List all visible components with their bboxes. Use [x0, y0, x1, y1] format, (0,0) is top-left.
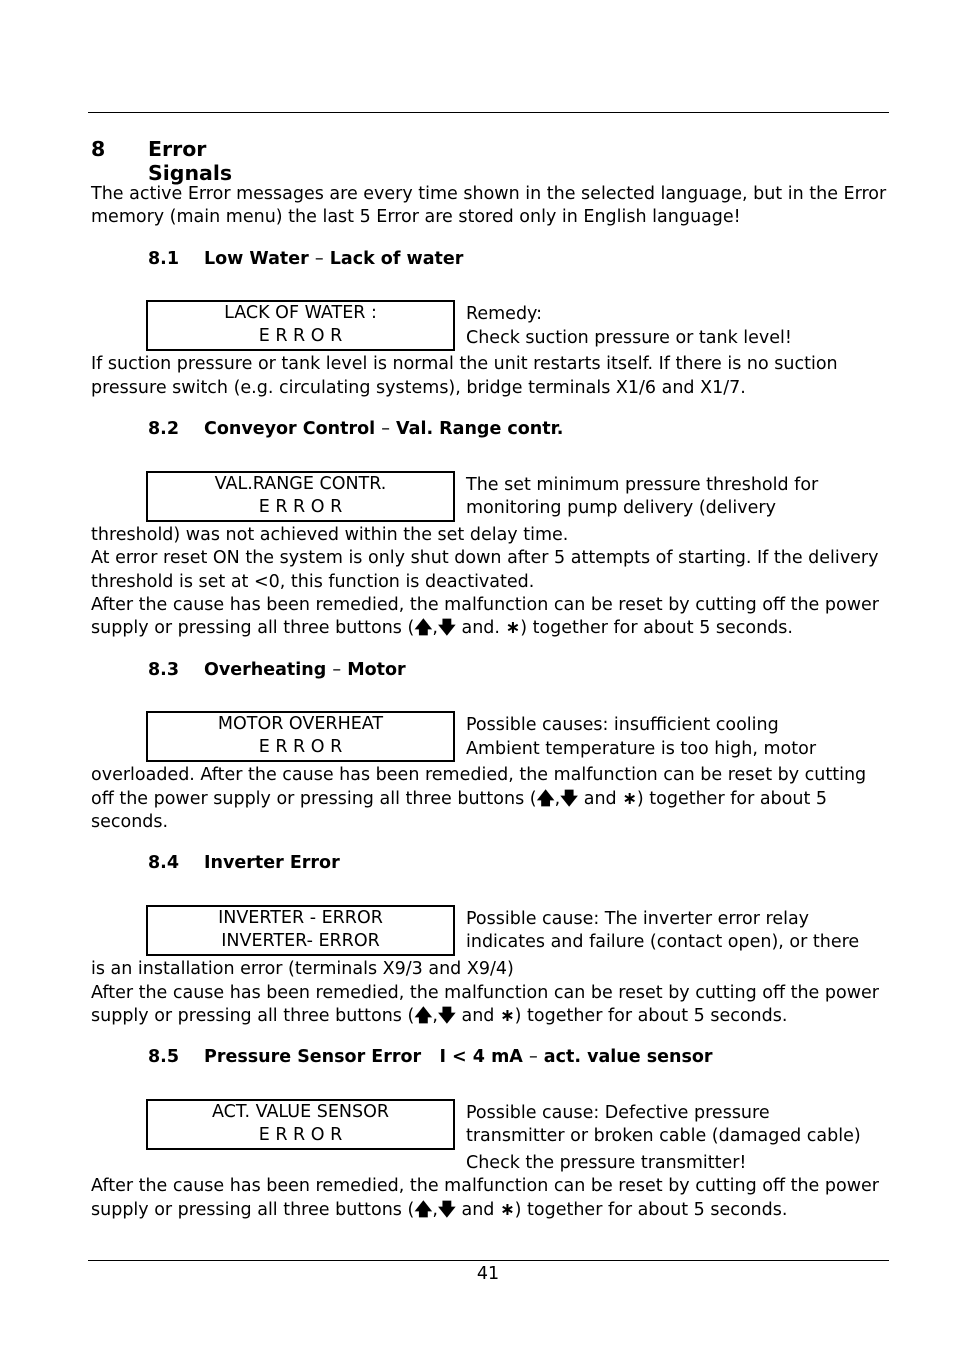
display-box-motor-overheat: [146, 711, 455, 762]
body-line: overloaded. After the cause has been remedied, the malfunction can be reset by cutting: [91, 765, 867, 785]
display-line-2: E R R O R: [258, 326, 343, 346]
star-icon: ∗: [622, 789, 637, 809]
subsection-heading-8-1: [148, 249, 464, 269]
buttons-line: supply or pressing all three buttons (🡅,🡇 and. ∗) together for about 5 seconds.: [91, 617, 793, 641]
side-text-1: Remedy:: [466, 304, 543, 324]
arrow-up-icon: 🡅: [536, 789, 555, 809]
subsection-heading-8-3: [148, 660, 406, 680]
display-line-1: LACK OF WATER :: [224, 303, 377, 323]
body-line: After the cause has been remedied, the malfunction can be reset by cutting off the power: [91, 595, 879, 615]
bottom-rule: [88, 1260, 889, 1261]
display-line-1: INVERTER - ERROR: [218, 908, 383, 928]
body-line: If suction pressure or tank level is normal the unit restarts itself. If there is no suction: [91, 354, 838, 374]
subsection-number: 8.3: [148, 660, 180, 680]
star-icon: ∗: [499, 1006, 515, 1026]
arrow-down-icon: 🡇: [560, 789, 579, 809]
display-box-act-value-sensor: [146, 1099, 455, 1150]
display-line-2: E R R O R: [258, 1125, 343, 1145]
arrow-down-icon: 🡇: [437, 1200, 456, 1220]
subsection-title: Overheating – Motor: [204, 660, 406, 680]
body-line: threshold is set at <0, this function is deactivated.: [91, 572, 535, 592]
section-title: Error Signals: [148, 137, 233, 185]
display-box-val-range: [146, 471, 455, 522]
body-line: pressure switch (e.g. circulating systems), bridge terminals X1/6 and X1/7.: [91, 378, 746, 398]
subsection-number: 8.4: [148, 853, 180, 873]
intro-line-1: The active Error messages are every time shown in the selected language, but in the Error: [91, 184, 887, 204]
subsection-title: Pressure Sensor Error I < 4 mA – act. value sensor: [204, 1047, 713, 1067]
display-line-2: E R R O R: [258, 497, 343, 517]
arrow-up-icon: 🡅: [414, 618, 433, 638]
display-box-inverter-error: [146, 905, 455, 956]
buttons-line: supply or pressing all three buttons (🡅,🡇 and ∗) together for about 5 seconds.: [91, 1199, 787, 1223]
arrow-down-icon: 🡇: [437, 1006, 456, 1026]
display-line-1: VAL.RANGE CONTR.: [214, 474, 387, 494]
arrow-up-icon: 🡅: [414, 1006, 433, 1026]
subsection-title: Inverter Error: [204, 853, 340, 873]
arrow-up-icon: 🡅: [414, 1200, 433, 1220]
section-heading: [91, 137, 233, 185]
subsection-number: 8.2: [148, 419, 180, 439]
display-line-2: INVERTER- ERROR: [221, 931, 380, 951]
side-text-3: Check the pressure transmitter!: [466, 1153, 747, 1173]
buttons-line: supply or pressing all three buttons (🡅,🡇 and ∗) together for about 5 seconds.: [91, 1005, 787, 1029]
body-line: After the cause has been remedied, the malfunction can be reset by cutting off the power: [91, 1176, 879, 1196]
side-text-2: transmitter or broken cable (damaged cable): [466, 1126, 861, 1146]
body-line: seconds.: [91, 812, 169, 832]
side-text-2: indicates and failure (contact open), or there: [466, 932, 860, 952]
subsection-number: 8.1: [148, 249, 180, 269]
side-text-2: monitoring pump delivery (delivery: [466, 498, 776, 518]
intro-line-2: memory (main menu) the last 5 Error are stored only in English language!: [91, 207, 741, 227]
buttons-line: off the power supply or pressing all three buttons (🡅,🡇 and ∗) together for about 5: [91, 788, 827, 812]
side-text-1: Possible cause: Defective pressure: [466, 1103, 770, 1123]
side-text-1: Possible cause: The inverter error relay: [466, 909, 810, 929]
side-text-2: Ambient temperature is too high, motor: [466, 739, 817, 759]
display-box-lack-of-water: [146, 300, 455, 351]
star-icon: ∗: [505, 618, 521, 638]
side-text-1: The set minimum pressure threshold for: [466, 475, 819, 495]
page-number: 41: [476, 1264, 500, 1284]
body-line: threshold) was not achieved within the set delay time.: [91, 525, 569, 545]
subsection-title: Low Water – Lack of water: [204, 249, 464, 269]
subsection-heading-8-4: [148, 853, 340, 873]
top-rule: [88, 112, 889, 113]
side-text-1: Possible causes: insufficient cooling: [466, 715, 779, 735]
display-line-2: E R R O R: [258, 737, 343, 757]
display-line-1: MOTOR OVERHEAT: [217, 714, 384, 734]
section-number: 8: [91, 137, 106, 161]
subsection-title: Conveyor Control – Val. Range contr.: [204, 419, 564, 439]
subsection-number: 8.5: [148, 1047, 180, 1067]
body-line: is an installation error (terminals X9/3 and X9/4): [91, 959, 514, 979]
body-line: After the cause has been remedied, the malfunction can be reset by cutting off the power: [91, 983, 879, 1003]
subsection-heading-8-5: [148, 1047, 713, 1067]
body-line: At error reset ON the system is only shut down after 5 attempts of starting. If the delivery: [91, 548, 879, 568]
display-line-1: ACT. VALUE SENSOR: [211, 1102, 390, 1122]
subsection-heading-8-2: [148, 419, 564, 439]
star-icon: ∗: [499, 1200, 515, 1220]
side-text-2: Check suction pressure or tank level!: [466, 328, 792, 348]
arrow-down-icon: 🡇: [437, 618, 456, 638]
